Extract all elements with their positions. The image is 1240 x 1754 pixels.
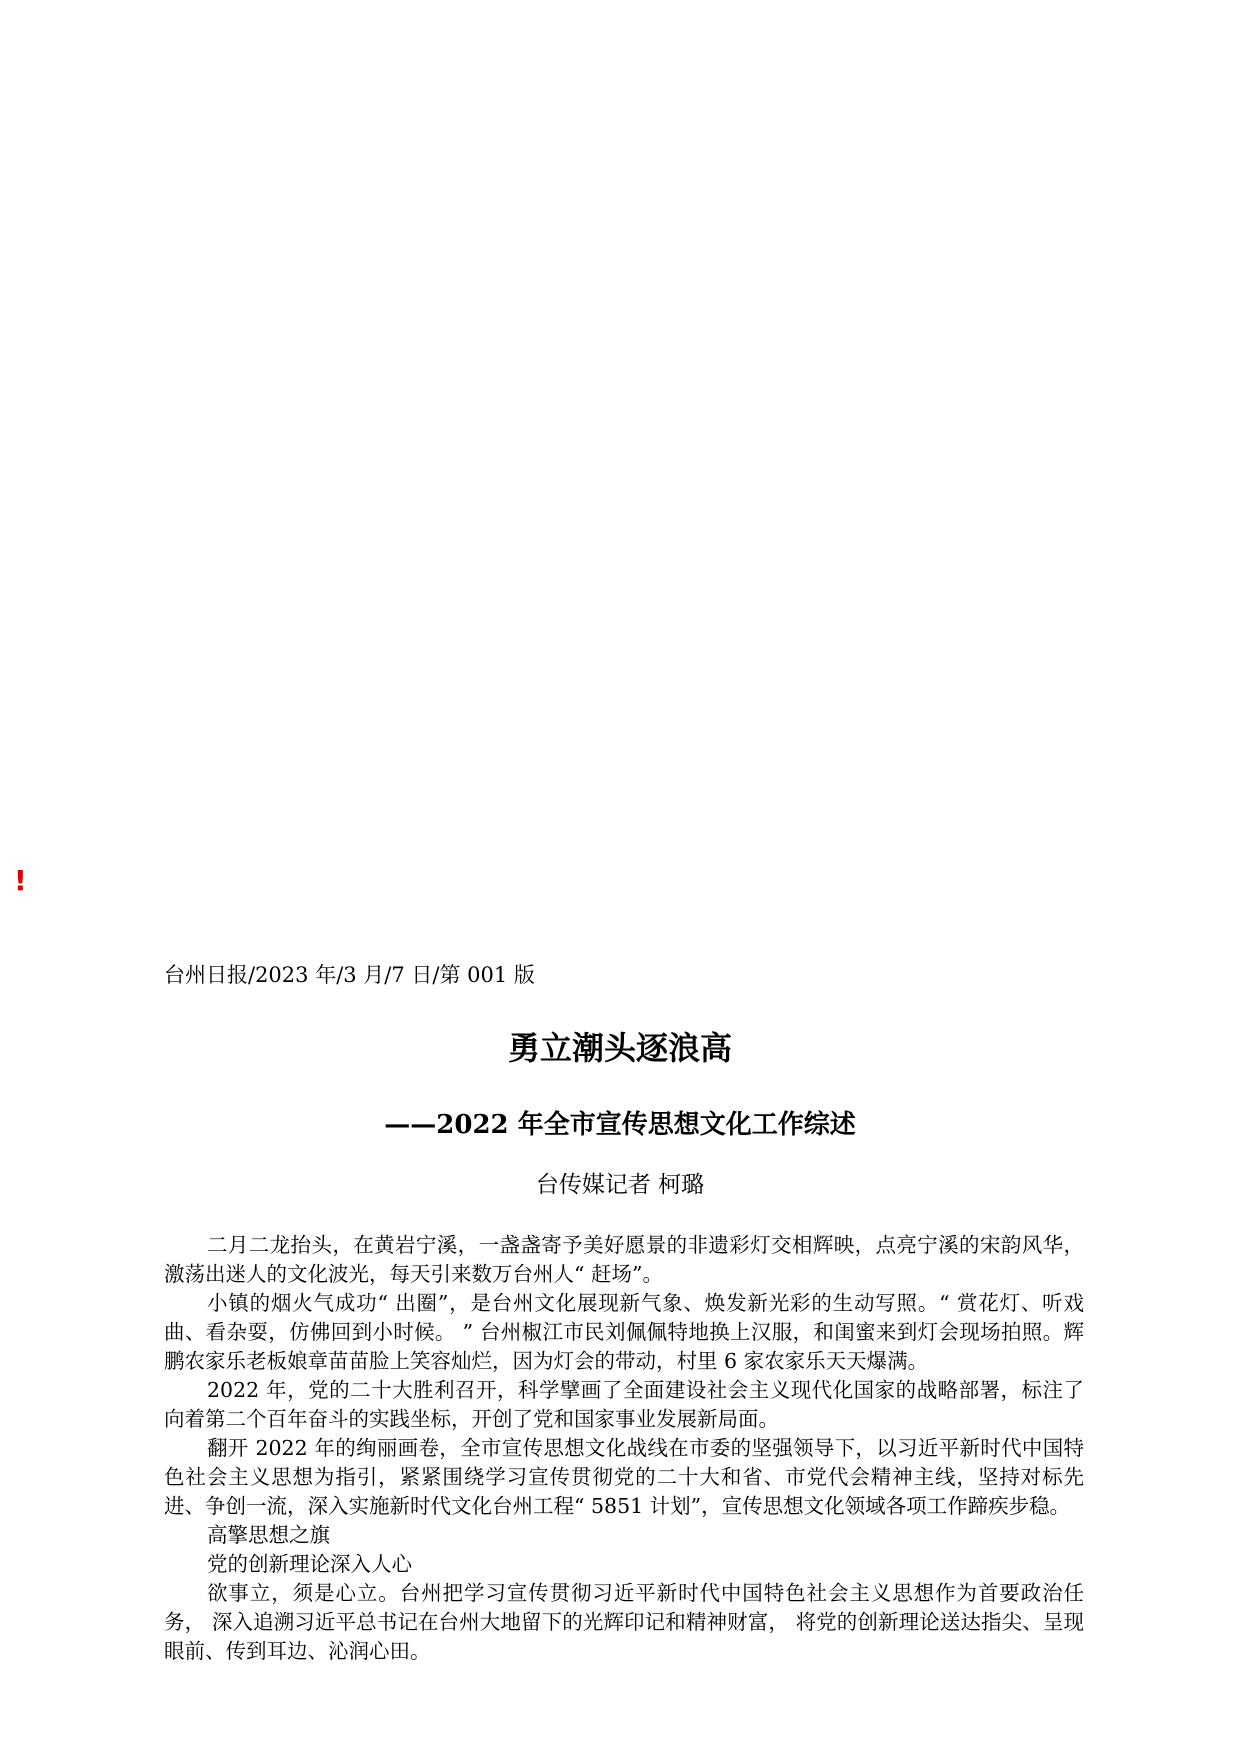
paragraph: 2022 年，党的二十大胜利召开，科学擘画了全面建设社会主义现代化国家的战略部署，标注了向着第二个百年奋斗的实践坐标，开创了党和国家事业发展新局面。 [164,1378,1084,1431]
paragraph: 翻开 2022 年的绚丽画卷，全市宣传思想文化战线在市委的坚强领导下，以习近平新时代中国特色社会主义思想为指引，紧紧围绕学习宣传贯彻党的二十大和省、市党代会精神主线，坚持对标先进、争创一流，深入实施新时代文化台州工程“ 5851 计划”，宣传思想文化领域各项工作蹄疾步稳。 [164,1436,1084,1518]
exclamation-mark: ! [14,864,27,897]
article-body [164,1231,1084,1666]
section-heading: 高擎思想之旗 [207,1523,330,1547]
paragraph: 欲事立，须是心立。台州把学习宣传贯彻习近平新时代中国特色社会主义思想作为首要政治任务， 深入追溯习近平总书记在台州大地留下的光辉印记和精神财富， 将党的创新理论送达指尖、呈现眼前、传到耳边、沁润心田。 [164,1581,1084,1663]
paragraph: 二月二龙抬头，在黄岩宁溪，一盏盏寄予美好愿景的非遗彩灯交相辉映，点亮宁溪的宋韵风华，激荡出迷人的文化波光，每天引来数万台州人“ 赶场”。 [164,1233,1084,1286]
section-subheading: 党的创新理论深入人心 [207,1552,412,1576]
article-subtitle: ——2022 年全市宣传思想文化工作综述 [384,1110,856,1140]
author-byline: 台传媒记者 柯璐 [535,1172,705,1198]
paragraph: 小镇的烟火气成功“ 出圈”，是台州文化展现新气象、焕发新光彩的生动写照。“ 赏花灯、听戏曲、看杂耍，仿佛回到小时候。 ” 台州椒江市民刘佩佩特地换上汉服，和闺蜜来到灯会现场拍照。辉鹏农家乐老板娘章苗苗脸上笑容灿烂，因为灯会的带动，村里 6 家农家乐天天爆满。 [164,1291,1084,1373]
source-line: 台州日报/2023 年/3 月/7 日/第 001 版 [164,963,535,987]
article-title: 勇立潮头逐浪高 [507,1029,732,1067]
